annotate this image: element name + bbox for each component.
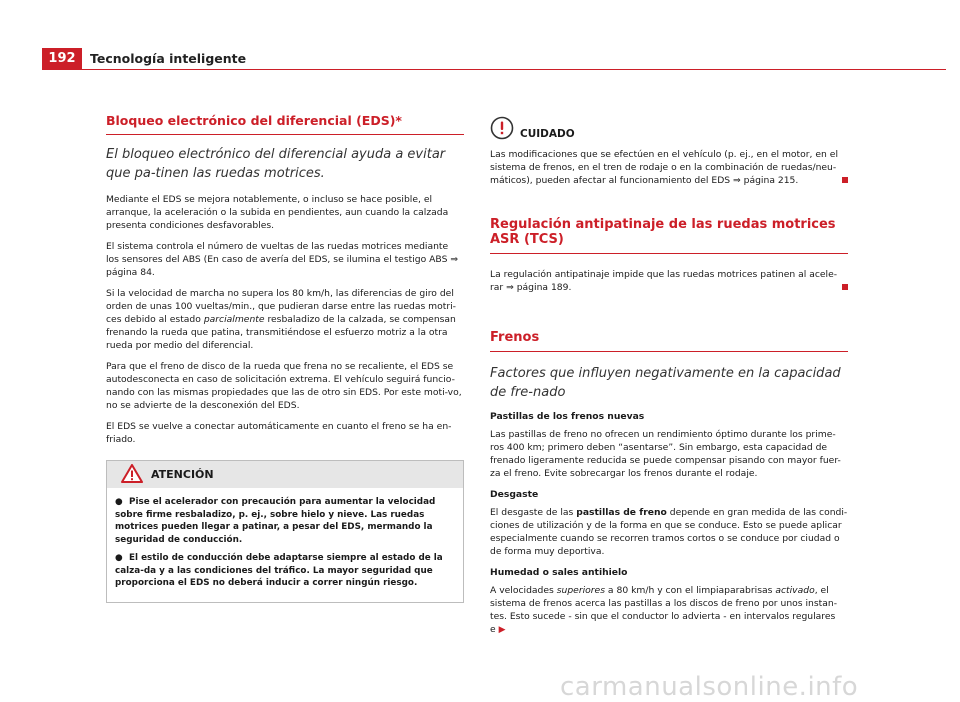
caution-text — [490, 148, 848, 187]
asr-section-title: Regulación antipatinaje de las ruedas motrices ASR (TCS) — [490, 217, 848, 254]
eds-paragraph-2: El sistema controla el número de vueltas de las ruedas motrices mediante los sensores del ABS (En caso de avería del EDS, se ilumina el testigo ABS ⇒ página 84. — [106, 241, 459, 278]
warning-body — [107, 488, 463, 602]
frenos-paragraph-1: Las pastillas de freno no ofrecen un rendimiento óptimo durante los prime-ros 400 km; primero deben “asentarse”. Sin embargo, esta capacidad de frenado ligeramente reducida se puede compensar pisando con mayor fuer-za el freno. Evite sobrecargar los frenos durante el rodaje. — [490, 429, 841, 479]
exclamation-circle-icon — [490, 116, 514, 144]
eds-lead: El bloqueo electrónico del diferencial ayuda a evitar que pa-tinen las ruedas motrices. — [106, 147, 446, 181]
frenos-lead: Factores que influyen negativamente en la capacidad de fre-nado — [490, 366, 841, 400]
eds-paragraph-1: Mediante el EDS se mejora notablemente, o incluso se hace posible, el arranque, la aceleración o la subida en pendientes, aun cuando la calzada presenta condiciones desfavorables. — [106, 194, 449, 231]
warning-box — [106, 460, 464, 603]
bullet: ● — [115, 497, 123, 507]
right-column — [490, 116, 848, 645]
continue-arrow-icon: ▶ — [498, 625, 506, 635]
warning-header — [107, 461, 463, 488]
bullet: ● — [115, 553, 123, 563]
text-span: Si la velocidad de marcha no supera los 80 km/h, las diferencias de giro del orden de unas 100 vueltas/min., que pudieran darse entre las ruedas motri-ces debido al estado — [106, 288, 456, 325]
caution-text-span: Las modificaciones que se efectúen en el vehículo (p. ej., en el motor, en el sistema de frenos, en el tren de rodaje o en la combinación de ruedas/neu-máticos), pueden afectar al funcionamiento del EDS ⇒ página 215. — [490, 149, 838, 186]
warning-item — [115, 552, 455, 590]
eds-paragraph-4: Para que el freno de disco de la rueda que frena no se recaliente, el EDS se autodesconecta en caso de solicitación extrema. El vehículo seguirá funcio-nando con las mismas propiedades que las de otro sin EDS. Por este moti-vo, no se advierte de la desconexión del EDS. — [106, 361, 462, 411]
header-rule — [82, 69, 946, 70]
asr-text-span: La regulación antipatinaje impide que las ruedas motrices patinen al acele-rar ⇒ página 189. — [490, 269, 838, 293]
strong-text: pastillas de freno — [576, 507, 667, 518]
text-span: El desgaste de las — [490, 507, 577, 518]
end-marker — [842, 177, 848, 183]
text-span: , el sistema de frenos acerca las pastillas a los discos de freno por unos instan-tes. Esto sucede - sin que el conductor lo advierta - en intervalos regulares e — [490, 585, 838, 635]
watermark: carmanualsonline.info — [560, 672, 859, 702]
running-title: Tecnología inteligente — [90, 51, 247, 66]
end-marker — [842, 284, 848, 290]
caution-title: CUIDADO — [520, 128, 575, 140]
warning-triangle-icon — [121, 464, 143, 486]
eds-section-title: Bloqueo electrónico del diferencial (EDS)* — [106, 113, 464, 135]
eds-paragraph-5: El EDS se vuelve a conectar automáticamente en cuanto el freno se ha en-friado. — [106, 421, 452, 445]
text-span: a 80 km/h y con el limpiaparabrisas — [605, 585, 776, 596]
frenos-subheading-1: Pastillas de los frenos nuevas — [490, 411, 645, 422]
eds-paragraph-3 — [106, 287, 464, 352]
emphasis: activado — [775, 585, 815, 596]
emphasis: parcialmente — [203, 314, 265, 325]
warning-item — [115, 496, 455, 546]
text-span: A velocidades — [490, 585, 557, 596]
text-span: depende en gran medida de las condi-ciones de utilización y de la forma en que se conduce. Esto se puede aplicar especialmente cuando se recorren tramos cortos o se conduce por ciudad o de forma muy deportiva. — [490, 507, 848, 557]
frenos-paragraph-3 — [490, 584, 848, 637]
frenos-subheading-3: Humedad o sales antihielo — [490, 567, 628, 578]
frenos-subheading-2: Desgaste — [490, 489, 539, 500]
asr-text — [490, 268, 848, 294]
warning-item-text: El estilo de conducción debe adaptarse siempre al estado de la calza-da y a las condiciones del tráfico. La mayor seguridad que proporciona el EDS no deberá inducir a correr ningún riesgo. — [115, 553, 443, 588]
frenos-paragraph-2 — [490, 506, 848, 558]
text-span: resbaladizo de la calzada, se compensan frenando la rueda que patina, transmitiéndose el esfuerzo motriz a la otra rueda por medio del diferencial. — [106, 314, 456, 351]
warning-title: ATENCIÓN — [151, 468, 214, 481]
emphasis: superiores — [556, 585, 605, 596]
frenos-section-title: Frenos — [490, 330, 848, 352]
left-column — [106, 113, 464, 603]
page-number: 192 — [42, 48, 82, 70]
caution-header — [490, 116, 848, 144]
warning-item-text: Pise el acelerador con precaución para aumentar la velocidad sobre firme resbaladizo, p. ej., sobre hielo y nieve. Las ruedas motrices pueden llegar a patinar, a pesar del EDS, mermando la seguridad de conducción. — [115, 497, 436, 545]
